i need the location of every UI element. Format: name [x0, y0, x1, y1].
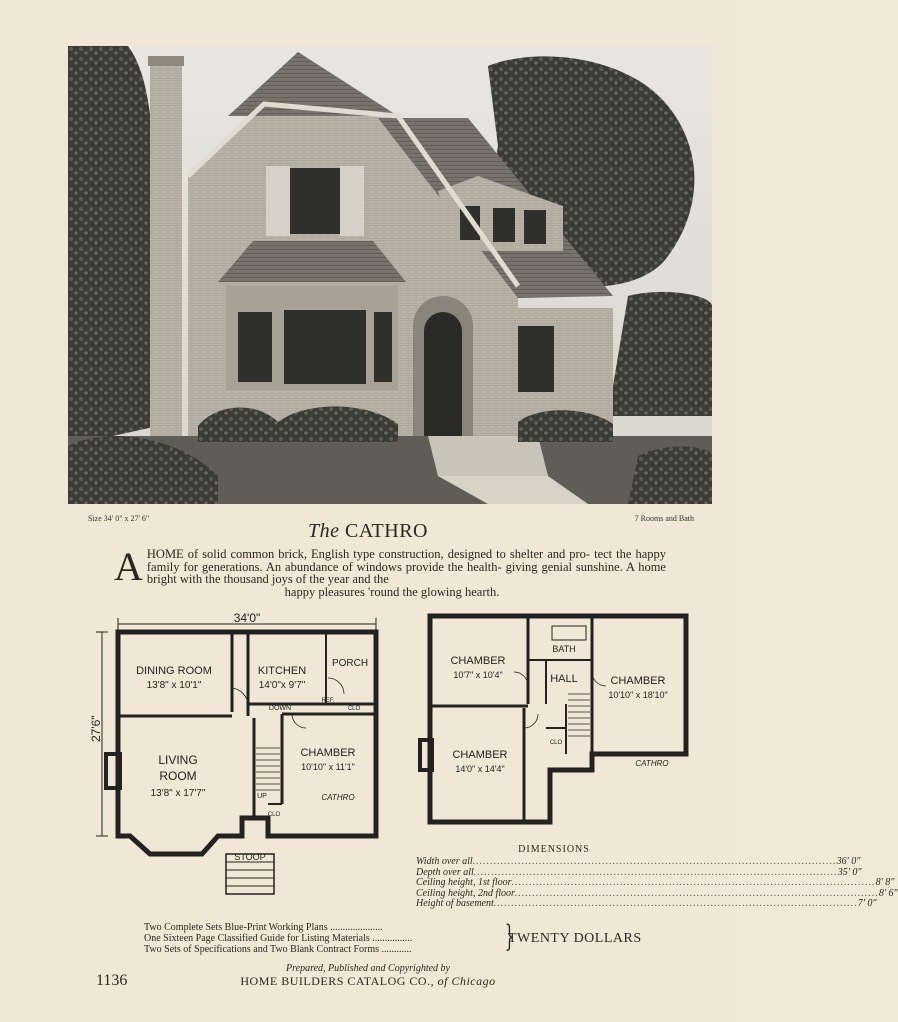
dimension-value: 36' 0"	[836, 856, 861, 867]
publisher-city: of Chicago	[437, 974, 496, 988]
dot-leader	[512, 878, 876, 889]
dimension-label: Depth over all	[416, 866, 474, 878]
dimension-value: 8' 6"	[878, 887, 898, 899]
offer-line-2: One Sixteen Page Classified Guide for Listing Materials ................	[144, 933, 413, 944]
hall-clo-label: CLO	[267, 812, 281, 818]
page-number: 1136	[96, 972, 128, 989]
dimension-label: Ceiling height, 2nd floor	[416, 887, 515, 899]
sf-clo-label: CLO	[549, 740, 563, 746]
intro-line-1: HOME of solid common brick, English type construction, designed to shelter and pro-	[146, 547, 591, 561]
offer-line-1: Two Complete Sets Blue-Print Working Plans .....................	[144, 922, 383, 933]
house-photograph	[68, 46, 712, 504]
brace-glyph: }	[504, 919, 515, 954]
porch-label: PORCH	[331, 658, 369, 669]
living-room-size: 13'8" x 17'7"	[150, 788, 206, 799]
price-label: TWENTY DOLLARS	[508, 931, 642, 946]
kitchen-clo-label: CLO	[347, 706, 361, 712]
intro-paragraph	[114, 544, 666, 599]
dimension-label: Width over all	[416, 856, 473, 867]
size-note: Size 34' 0" x 27' 6"	[88, 514, 150, 523]
sf-chamber-nw-label: CHAMBER	[450, 655, 506, 667]
bath-label: BATH	[552, 644, 576, 654]
dimension-row	[416, 877, 895, 889]
second-floor-plan	[416, 608, 696, 830]
down-label: DOWN	[268, 705, 292, 712]
offer-line-3: Two Sets of Specifications and Two Blank Contract Forms ............	[144, 944, 412, 955]
publisher-footer	[0, 962, 736, 988]
rooms-note: 7 Rooms and Bath	[634, 514, 694, 523]
intro-line-2: tect the happy family for generations. An abundance of windows provide the health-	[146, 547, 666, 574]
sf-chamber-nw-size: 10'7" x 10'4"	[453, 670, 503, 680]
publisher-line	[0, 975, 736, 988]
publisher-name: HOME BUILDERS CATALOG CO.,	[240, 974, 435, 988]
house-title	[0, 520, 736, 543]
title-name: CATHRO	[344, 520, 428, 542]
dining-room-size: 13'8" x 10'1"	[146, 680, 202, 691]
hall-label: HALL	[550, 673, 578, 685]
kitchen-label: KITCHEN	[257, 665, 307, 677]
dimension-label: Ceiling height, 1st floor	[416, 877, 512, 888]
sf-chamber-sw-size: 14'0" x 14'4"	[455, 764, 505, 774]
title-article: The	[307, 520, 340, 542]
dimensions-table	[416, 844, 898, 910]
kitchen-size: 14'0"x 9'7"	[258, 680, 306, 691]
drop-cap: A	[114, 544, 143, 589]
prepared-by: Prepared, Published and Copyrighted by	[286, 963, 450, 974]
sf-chamber-ne-size: 10'10" x 18'10"	[608, 690, 668, 700]
dimensions-heading: DIMENSIONS	[518, 844, 590, 855]
first-floor-plan	[89, 608, 392, 898]
ff-brand-label: CATHRO	[321, 793, 355, 802]
dimension-label: Height of basement	[416, 898, 494, 909]
chamber-size: 10'10" x 11'1"	[301, 762, 355, 772]
dot-leader	[494, 899, 858, 910]
dimension-value: 7' 0"	[857, 898, 877, 909]
ff-depth-dim: 27'6"	[89, 715, 103, 742]
sf-chamber-sw-label: CHAMBER	[452, 749, 508, 761]
dimension-row	[416, 856, 861, 868]
dimension-row	[416, 898, 877, 910]
sf-chamber-ne-label: CHAMBER	[610, 675, 666, 687]
dimension-value: 35' 0"	[837, 866, 862, 878]
dimension-value: 8' 8"	[875, 877, 895, 888]
sf-brand-label: CATHRO	[635, 759, 669, 768]
living-room-label-2: ROOM	[159, 769, 197, 783]
living-room-label-1: LIVING	[158, 753, 198, 767]
ff-width-dim: 34'0"	[233, 611, 261, 625]
intro-line-3: giving genial sunshine. A home bright with the thousand joys of the year and the	[146, 559, 666, 586]
dining-room-label: DINING ROOM	[136, 665, 212, 677]
dot-leader	[473, 857, 837, 868]
intro-line-4: happy pleasures 'round the glowing hearth.	[284, 584, 500, 599]
ref-label: REF.	[321, 698, 335, 704]
plans-offer	[144, 919, 664, 958]
up-label: UP	[257, 793, 267, 800]
stoop-label: STOOP	[234, 852, 266, 862]
chamber-label: CHAMBER	[300, 747, 356, 759]
